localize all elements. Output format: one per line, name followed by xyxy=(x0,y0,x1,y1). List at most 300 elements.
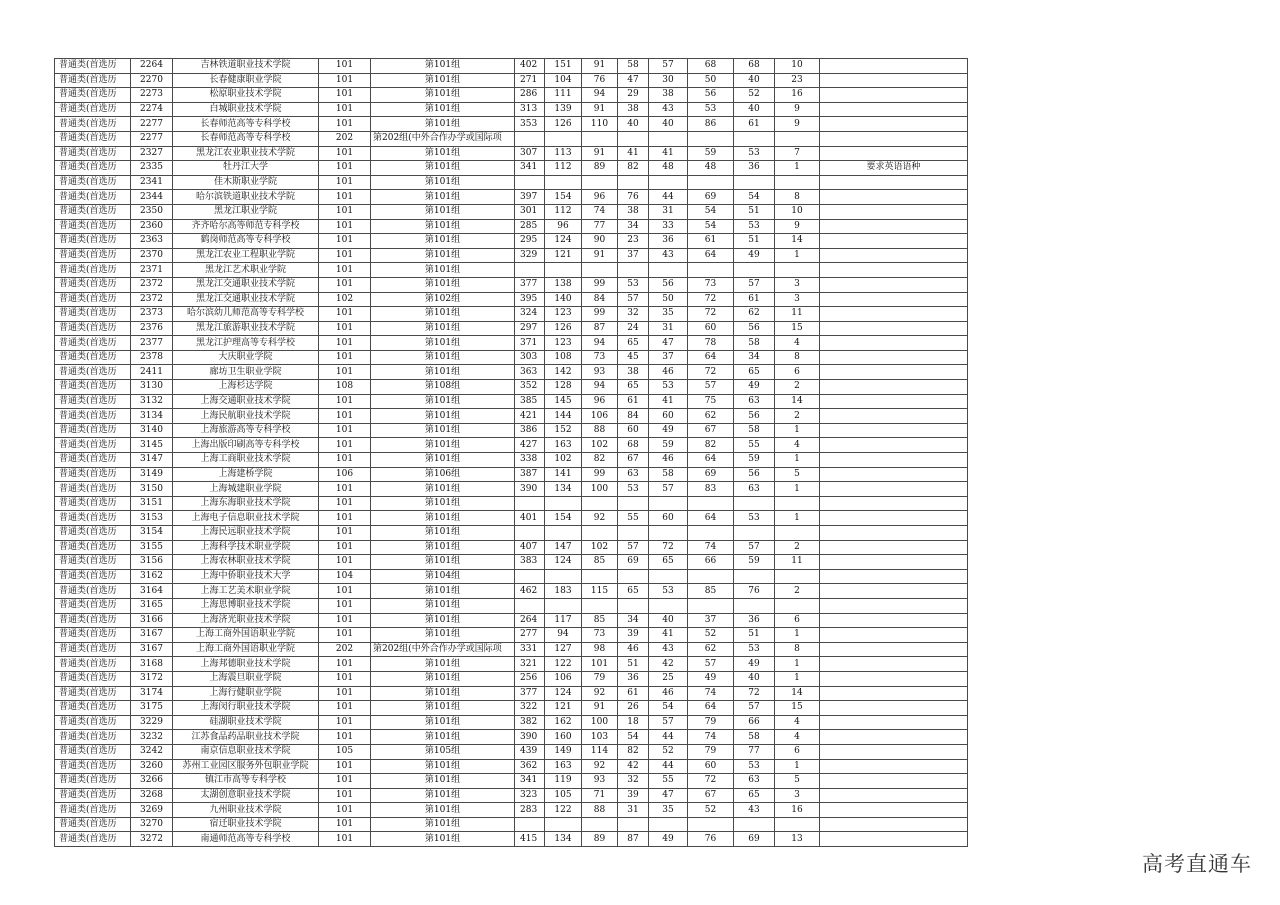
category-cell: 普通类(首选历 xyxy=(55,598,131,613)
subject-score-6-cell: 54 xyxy=(734,190,775,205)
count-cell: 1 xyxy=(775,511,820,526)
total-score-cell: 301 xyxy=(515,204,545,219)
subject-score-6-cell: 53 xyxy=(734,642,775,657)
total-score-cell xyxy=(515,526,545,541)
count-cell: 15 xyxy=(775,701,820,716)
total-score-cell: 313 xyxy=(515,102,545,117)
subject-score-1-cell: 144 xyxy=(545,409,582,424)
table-row xyxy=(55,453,968,468)
subject-score-6-cell: 51 xyxy=(734,204,775,219)
subject-score-4-cell: 36 xyxy=(649,234,688,249)
table-row xyxy=(55,701,968,716)
subject-score-4-cell: 48 xyxy=(649,161,688,176)
table-row xyxy=(55,248,968,263)
subject-score-5-cell: 62 xyxy=(688,409,734,424)
subject-score-4-cell xyxy=(649,569,688,584)
group-name-cell: 第101组 xyxy=(371,88,515,103)
group-name-cell: 第101组 xyxy=(371,73,515,88)
remark-cell xyxy=(820,131,968,146)
table-row xyxy=(55,730,968,745)
school-name-cell: 哈尔滨铁道职业技术学院 xyxy=(173,190,319,205)
count-cell: 16 xyxy=(775,88,820,103)
subject-score-5-cell: 62 xyxy=(688,642,734,657)
subject-score-5-cell: 57 xyxy=(688,657,734,672)
subject-score-6-cell: 49 xyxy=(734,657,775,672)
total-score-cell: 415 xyxy=(515,832,545,847)
count-cell: 14 xyxy=(775,686,820,701)
group-name-cell: 第101组 xyxy=(371,730,515,745)
group-code-cell: 101 xyxy=(319,59,371,74)
group-code-cell: 101 xyxy=(319,146,371,161)
remark-cell xyxy=(820,59,968,74)
subject-score-4-cell xyxy=(649,496,688,511)
category-cell: 普通类(首选历 xyxy=(55,190,131,205)
school-code-cell: 3266 xyxy=(131,774,173,789)
subject-score-6-cell: 49 xyxy=(734,248,775,263)
remark-cell xyxy=(820,701,968,716)
category-cell: 普通类(首选历 xyxy=(55,204,131,219)
subject-score-4-cell: 40 xyxy=(649,117,688,132)
subject-score-1-cell: 106 xyxy=(545,671,582,686)
subject-score-4-cell: 43 xyxy=(649,248,688,263)
subject-score-2-cell: 91 xyxy=(582,248,618,263)
school-code-cell: 3156 xyxy=(131,555,173,570)
subject-score-2-cell: 88 xyxy=(582,803,618,818)
subject-score-1-cell xyxy=(545,526,582,541)
group-code-cell: 101 xyxy=(319,817,371,832)
school-name-cell: 上海科学技术职业学院 xyxy=(173,540,319,555)
total-score-cell: 383 xyxy=(515,555,545,570)
category-cell: 普通类(首选历 xyxy=(55,307,131,322)
school-code-cell: 3149 xyxy=(131,467,173,482)
subject-score-2-cell xyxy=(582,817,618,832)
count-cell xyxy=(775,496,820,511)
group-code-cell: 101 xyxy=(319,774,371,789)
group-name-cell: 第101组 xyxy=(371,817,515,832)
remark-cell xyxy=(820,569,968,584)
table-row xyxy=(55,336,968,351)
total-score-cell: 338 xyxy=(515,453,545,468)
subject-score-5-cell: 72 xyxy=(688,307,734,322)
group-name-cell: 第101组 xyxy=(371,803,515,818)
subject-score-3-cell: 37 xyxy=(618,248,649,263)
table-row xyxy=(55,686,968,701)
group-name-cell: 第101组 xyxy=(371,59,515,74)
count-cell: 5 xyxy=(775,467,820,482)
group-name-cell: 第202组(中外合作办学或国际项 xyxy=(371,642,515,657)
school-name-cell: 上海出版印刷高等专科学校 xyxy=(173,438,319,453)
subject-score-1-cell: 152 xyxy=(545,423,582,438)
subject-score-5-cell: 79 xyxy=(688,715,734,730)
category-cell: 普通类(首选历 xyxy=(55,642,131,657)
subject-score-6-cell: 36 xyxy=(734,161,775,176)
group-name-cell: 第101组 xyxy=(371,423,515,438)
subject-score-1-cell xyxy=(545,263,582,278)
subject-score-4-cell: 46 xyxy=(649,453,688,468)
subject-score-6-cell: 59 xyxy=(734,453,775,468)
subject-score-2-cell: 93 xyxy=(582,774,618,789)
school-name-cell: 上海济光职业技术学院 xyxy=(173,613,319,628)
subject-score-2-cell: 91 xyxy=(582,59,618,74)
count-cell: 7 xyxy=(775,146,820,161)
subject-score-6-cell: 65 xyxy=(734,365,775,380)
school-code-cell: 2372 xyxy=(131,292,173,307)
group-code-cell: 101 xyxy=(319,175,371,190)
category-cell: 普通类(首选历 xyxy=(55,175,131,190)
remark-cell xyxy=(820,321,968,336)
count-cell xyxy=(775,263,820,278)
subject-score-2-cell xyxy=(582,526,618,541)
subject-score-6-cell: 49 xyxy=(734,380,775,395)
group-name-cell: 第101组 xyxy=(371,832,515,847)
school-code-cell: 3166 xyxy=(131,613,173,628)
subject-score-4-cell: 52 xyxy=(649,744,688,759)
count-cell: 6 xyxy=(775,365,820,380)
subject-score-5-cell xyxy=(688,131,734,146)
count-cell: 8 xyxy=(775,190,820,205)
category-cell: 普通类(首选历 xyxy=(55,350,131,365)
subject-score-2-cell: 89 xyxy=(582,832,618,847)
subject-score-2-cell: 93 xyxy=(582,365,618,380)
subject-score-3-cell: 53 xyxy=(618,277,649,292)
subject-score-5-cell: 37 xyxy=(688,613,734,628)
subject-score-5-cell: 69 xyxy=(688,467,734,482)
subject-score-6-cell: 61 xyxy=(734,292,775,307)
school-name-cell: 南京信息职业技术学院 xyxy=(173,744,319,759)
count-cell: 1 xyxy=(775,423,820,438)
category-cell: 普通类(首选历 xyxy=(55,380,131,395)
subject-score-1-cell: 94 xyxy=(545,628,582,643)
group-name-cell: 第101组 xyxy=(371,365,515,380)
total-score-cell: 341 xyxy=(515,774,545,789)
subject-score-5-cell: 74 xyxy=(688,686,734,701)
subject-score-1-cell xyxy=(545,817,582,832)
remark-cell xyxy=(820,88,968,103)
table-row xyxy=(55,438,968,453)
subject-score-6-cell xyxy=(734,496,775,511)
subject-score-6-cell xyxy=(734,526,775,541)
subject-score-4-cell: 25 xyxy=(649,671,688,686)
subject-score-1-cell: 104 xyxy=(545,73,582,88)
remark-cell xyxy=(820,292,968,307)
count-cell: 11 xyxy=(775,555,820,570)
subject-score-3-cell: 65 xyxy=(618,584,649,599)
category-cell: 普通类(首选历 xyxy=(55,336,131,351)
count-cell xyxy=(775,131,820,146)
subject-score-2-cell: 114 xyxy=(582,744,618,759)
total-score-cell: 427 xyxy=(515,438,545,453)
subject-score-1-cell: 134 xyxy=(545,482,582,497)
group-name-cell: 第202组(中外合作办学或国际项 xyxy=(371,131,515,146)
subject-score-1-cell: 149 xyxy=(545,744,582,759)
group-name-cell: 第101组 xyxy=(371,657,515,672)
remark-cell xyxy=(820,175,968,190)
group-name-cell: 第101组 xyxy=(371,759,515,774)
school-name-cell: 苏州工业园区服务外包职业学院 xyxy=(173,759,319,774)
category-cell: 普通类(首选历 xyxy=(55,657,131,672)
subject-score-4-cell: 31 xyxy=(649,321,688,336)
subject-score-4-cell: 46 xyxy=(649,686,688,701)
subject-score-6-cell xyxy=(734,598,775,613)
category-cell: 普通类(首选历 xyxy=(55,569,131,584)
school-code-cell: 2344 xyxy=(131,190,173,205)
remark-cell xyxy=(820,496,968,511)
school-code-cell: 2335 xyxy=(131,161,173,176)
group-code-cell: 101 xyxy=(319,803,371,818)
school-name-cell: 宿迁职业技术学院 xyxy=(173,817,319,832)
group-code-cell: 101 xyxy=(319,263,371,278)
subject-score-2-cell xyxy=(582,263,618,278)
school-name-cell: 上海建桥学院 xyxy=(173,467,319,482)
subject-score-4-cell: 41 xyxy=(649,146,688,161)
school-name-cell: 哈尔滨幼儿师范高等专科学校 xyxy=(173,307,319,322)
total-score-cell: 324 xyxy=(515,307,545,322)
school-code-cell: 3167 xyxy=(131,628,173,643)
group-name-cell: 第101组 xyxy=(371,511,515,526)
remark-cell xyxy=(820,307,968,322)
count-cell: 15 xyxy=(775,321,820,336)
subject-score-3-cell: 26 xyxy=(618,701,649,716)
subject-score-2-cell: 90 xyxy=(582,234,618,249)
group-code-cell: 101 xyxy=(319,628,371,643)
category-cell: 普通类(首选历 xyxy=(55,482,131,497)
subject-score-2-cell: 99 xyxy=(582,467,618,482)
group-code-cell: 101 xyxy=(319,788,371,803)
subject-score-5-cell: 83 xyxy=(688,482,734,497)
total-score-cell: 402 xyxy=(515,59,545,74)
subject-score-3-cell: 38 xyxy=(618,102,649,117)
table-row xyxy=(55,292,968,307)
school-code-cell: 2277 xyxy=(131,131,173,146)
subject-score-6-cell: 69 xyxy=(734,832,775,847)
subject-score-6-cell: 43 xyxy=(734,803,775,818)
subject-score-2-cell: 99 xyxy=(582,307,618,322)
remark-cell xyxy=(820,263,968,278)
subject-score-2-cell: 102 xyxy=(582,540,618,555)
subject-score-5-cell xyxy=(688,263,734,278)
subject-score-5-cell: 79 xyxy=(688,744,734,759)
total-score-cell: 401 xyxy=(515,511,545,526)
school-code-cell: 3164 xyxy=(131,584,173,599)
subject-score-1-cell xyxy=(545,175,582,190)
category-cell: 普通类(首选历 xyxy=(55,759,131,774)
subject-score-1-cell: 141 xyxy=(545,467,582,482)
table-row xyxy=(55,540,968,555)
subject-score-6-cell: 53 xyxy=(734,511,775,526)
group-name-cell: 第101组 xyxy=(371,788,515,803)
remark-cell xyxy=(820,277,968,292)
subject-score-2-cell: 100 xyxy=(582,715,618,730)
subject-score-1-cell: 154 xyxy=(545,190,582,205)
remark-cell xyxy=(820,394,968,409)
group-name-cell: 第101组 xyxy=(371,526,515,541)
category-cell: 普通类(首选历 xyxy=(55,277,131,292)
table-row xyxy=(55,496,968,511)
category-cell: 普通类(首选历 xyxy=(55,263,131,278)
category-cell: 普通类(首选历 xyxy=(55,730,131,745)
subject-score-3-cell: 76 xyxy=(618,190,649,205)
subject-score-1-cell: 119 xyxy=(545,774,582,789)
subject-score-3-cell: 34 xyxy=(618,613,649,628)
subject-score-5-cell: 64 xyxy=(688,511,734,526)
group-name-cell: 第101组 xyxy=(371,117,515,132)
subject-score-3-cell xyxy=(618,131,649,146)
subject-score-2-cell: 94 xyxy=(582,88,618,103)
school-code-cell: 3162 xyxy=(131,569,173,584)
category-cell: 普通类(首选历 xyxy=(55,59,131,74)
school-name-cell: 镇江市高等专科学校 xyxy=(173,774,319,789)
subject-score-3-cell: 38 xyxy=(618,204,649,219)
subject-score-3-cell: 55 xyxy=(618,511,649,526)
school-code-cell: 3172 xyxy=(131,671,173,686)
remark-cell xyxy=(820,204,968,219)
school-code-cell: 3168 xyxy=(131,657,173,672)
remark-cell xyxy=(820,234,968,249)
group-code-cell: 202 xyxy=(319,131,371,146)
school-code-cell: 3154 xyxy=(131,526,173,541)
subject-score-2-cell: 92 xyxy=(582,511,618,526)
group-code-cell: 101 xyxy=(319,730,371,745)
school-name-cell: 上海杉达学院 xyxy=(173,380,319,395)
table-row xyxy=(55,803,968,818)
category-cell: 普通类(首选历 xyxy=(55,671,131,686)
subject-score-6-cell: 66 xyxy=(734,715,775,730)
subject-score-2-cell: 87 xyxy=(582,321,618,336)
subject-score-3-cell: 84 xyxy=(618,409,649,424)
subject-score-5-cell: 60 xyxy=(688,321,734,336)
category-cell: 普通类(首选历 xyxy=(55,394,131,409)
category-cell: 普通类(首选历 xyxy=(55,117,131,132)
group-code-cell: 101 xyxy=(319,88,371,103)
subject-score-3-cell: 61 xyxy=(618,686,649,701)
subject-score-1-cell: 145 xyxy=(545,394,582,409)
subject-score-3-cell: 38 xyxy=(618,365,649,380)
school-name-cell: 上海闵行职业技术学院 xyxy=(173,701,319,716)
subject-score-5-cell: 72 xyxy=(688,365,734,380)
count-cell: 4 xyxy=(775,730,820,745)
group-code-cell: 101 xyxy=(319,482,371,497)
school-code-cell: 3242 xyxy=(131,744,173,759)
category-cell: 普通类(首选历 xyxy=(55,496,131,511)
school-name-cell: 上海工艺美术职业学院 xyxy=(173,584,319,599)
school-name-cell: 黑龙江交通职业技术学院 xyxy=(173,277,319,292)
group-name-cell: 第101组 xyxy=(371,496,515,511)
group-name-cell: 第101组 xyxy=(371,321,515,336)
subject-score-4-cell: 31 xyxy=(649,204,688,219)
group-name-cell: 第101组 xyxy=(371,584,515,599)
school-code-cell: 3268 xyxy=(131,788,173,803)
school-code-cell: 3151 xyxy=(131,496,173,511)
subject-score-6-cell: 56 xyxy=(734,321,775,336)
category-cell: 普通类(首选历 xyxy=(55,613,131,628)
group-name-cell: 第101组 xyxy=(371,263,515,278)
subject-score-6-cell: 53 xyxy=(734,219,775,234)
count-cell: 1 xyxy=(775,628,820,643)
subject-score-5-cell: 69 xyxy=(688,190,734,205)
subject-score-2-cell: 96 xyxy=(582,394,618,409)
school-code-cell: 3153 xyxy=(131,511,173,526)
remark-cell xyxy=(820,715,968,730)
count-cell: 1 xyxy=(775,161,820,176)
school-name-cell: 南通师范高等专科学校 xyxy=(173,832,319,847)
subject-score-2-cell: 76 xyxy=(582,73,618,88)
category-cell: 普通类(首选历 xyxy=(55,788,131,803)
school-code-cell: 3270 xyxy=(131,817,173,832)
school-code-cell: 2376 xyxy=(131,321,173,336)
subject-score-6-cell: 51 xyxy=(734,628,775,643)
total-score-cell: 329 xyxy=(515,248,545,263)
subject-score-6-cell: 40 xyxy=(734,671,775,686)
school-name-cell: 上海邦德职业技术学院 xyxy=(173,657,319,672)
count-cell: 1 xyxy=(775,453,820,468)
subject-score-5-cell: 72 xyxy=(688,292,734,307)
remark-cell xyxy=(820,248,968,263)
count-cell xyxy=(775,817,820,832)
subject-score-3-cell: 65 xyxy=(618,336,649,351)
admission-score-table xyxy=(54,58,968,847)
subject-score-5-cell: 85 xyxy=(688,584,734,599)
school-name-cell: 上海中侨职业技术大学 xyxy=(173,569,319,584)
remark-cell xyxy=(820,730,968,745)
remark-cell xyxy=(820,73,968,88)
school-name-cell: 上海行健职业学院 xyxy=(173,686,319,701)
subject-score-2-cell: 106 xyxy=(582,409,618,424)
count-cell: 10 xyxy=(775,59,820,74)
subject-score-3-cell: 57 xyxy=(618,292,649,307)
count-cell: 9 xyxy=(775,219,820,234)
school-code-cell: 3174 xyxy=(131,686,173,701)
subject-score-3-cell: 31 xyxy=(618,803,649,818)
total-score-cell: 256 xyxy=(515,671,545,686)
group-name-cell: 第101组 xyxy=(371,394,515,409)
school-name-cell: 上海旅游高等专科学校 xyxy=(173,423,319,438)
category-cell: 普通类(首选历 xyxy=(55,540,131,555)
subject-score-2-cell: 96 xyxy=(582,190,618,205)
subject-score-2-cell: 101 xyxy=(582,657,618,672)
total-score-cell: 353 xyxy=(515,117,545,132)
school-code-cell: 2273 xyxy=(131,88,173,103)
count-cell xyxy=(775,175,820,190)
count-cell xyxy=(775,598,820,613)
total-score-cell: 390 xyxy=(515,482,545,497)
subject-score-2-cell: 92 xyxy=(582,759,618,774)
remark-cell xyxy=(820,453,968,468)
remark-cell xyxy=(820,744,968,759)
subject-score-3-cell: 42 xyxy=(618,759,649,774)
group-name-cell: 第101组 xyxy=(371,613,515,628)
school-name-cell: 黑龙江护理高等专科学校 xyxy=(173,336,319,351)
subject-score-4-cell: 44 xyxy=(649,759,688,774)
table-row xyxy=(55,598,968,613)
remark-cell xyxy=(820,657,968,672)
subject-score-4-cell: 44 xyxy=(649,190,688,205)
group-name-cell: 第101组 xyxy=(371,715,515,730)
subject-score-5-cell: 64 xyxy=(688,350,734,365)
school-name-cell: 上海民航职业技术学院 xyxy=(173,409,319,424)
subject-score-3-cell: 40 xyxy=(618,117,649,132)
group-name-cell: 第101组 xyxy=(371,350,515,365)
subject-score-1-cell: 112 xyxy=(545,161,582,176)
subject-score-1-cell: 160 xyxy=(545,730,582,745)
total-score-cell: 321 xyxy=(515,657,545,672)
school-name-cell: 白城职业技术学院 xyxy=(173,102,319,117)
subject-score-1-cell xyxy=(545,496,582,511)
count-cell: 6 xyxy=(775,613,820,628)
subject-score-6-cell: 58 xyxy=(734,423,775,438)
remark-cell xyxy=(820,380,968,395)
subject-score-4-cell: 72 xyxy=(649,540,688,555)
remark-cell xyxy=(820,803,968,818)
